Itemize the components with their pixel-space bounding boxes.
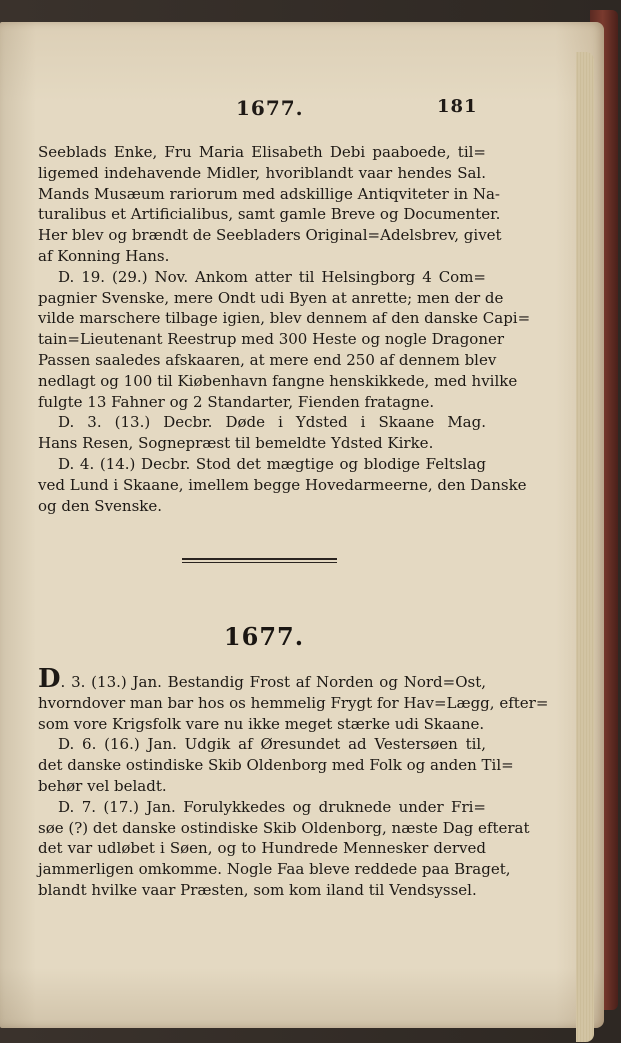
- text-line: D. 6. (16.) Jan. Udgik af Øresundet ad Vestersøen til,: [58, 735, 486, 754]
- text-line: det var udløbet i Søen, og to Hundrede Mennesker derved: [38, 839, 486, 858]
- page-number: 181: [437, 96, 478, 117]
- text-block-1677-continued: [38, 142, 531, 516]
- section-divider: [182, 558, 337, 563]
- text-line: vilde marschere tilbage igien, blev dennem af den danske Capi=: [38, 309, 531, 328]
- text-line: tain=Lieutenant Reestrup med 300 Heste og nogle Dragoner: [38, 330, 505, 349]
- text-line: . 3. (13.) Jan. Bestandig Frost af Norden og Nord=Ost,: [60, 673, 486, 691]
- text-line: behør vel beladt.: [38, 776, 167, 795]
- text-line: D. 7. (17.) Jan. Forulykkedes og druknede under Fri=: [58, 797, 486, 816]
- running-year: 1677.: [236, 96, 304, 120]
- text-line: af Konning Hans.: [38, 246, 170, 265]
- text-line: D. 3. (13.) Decbr. Døde i Ydsted i Skaane Mag.: [58, 413, 486, 432]
- text-line: Hans Resen, Sognepræst til bemeldte Ydsted Kirke.: [38, 434, 434, 453]
- text-line: Passen saaledes afskaaren, at mere end 250 af dennem blev: [38, 350, 497, 369]
- text-line: turalibus et Artificialibus, samt gamle Breve og Documenter.: [38, 205, 501, 224]
- text-line: D. 4. (14.) Decbr. Stod det mægtige og blodige Feltslag: [58, 454, 486, 473]
- text-line: som vore Krigsfolk vare nu ikke meget stærke udi Skaane.: [38, 714, 485, 733]
- text-line: blandt hvilke vaar Præsten, som kom iland til Vendsyssel.: [38, 880, 477, 899]
- text-line: Seeblads Enke, Fru Maria Elisabeth Debi paaboede, til=: [38, 143, 486, 161]
- text-line: ved Lund i Skaane, imellem begge Hovedarmeerne, den Danske: [38, 475, 527, 494]
- text-line: og den Svenske.: [38, 496, 163, 515]
- page-stack-edge: [576, 52, 594, 1042]
- text-block-1677: [38, 664, 549, 901]
- text-line: Her blev og brændt de Seebladers Original=Adelsbrev, givet: [38, 226, 502, 245]
- text-line: Mands Musæum rariorum med adskillige Antiqviteter in Na-: [38, 184, 500, 203]
- text-line-with-dropcap: [38, 664, 486, 694]
- text-line: jammerligen omkomme. Nogle Faa bleve reddede paa Braget,: [38, 860, 511, 879]
- dropcap: D: [38, 664, 61, 694]
- text-line: hvorndover man bar hos os hemmelig Frygt for Hav=Lægg, efter=: [38, 693, 549, 712]
- text-line: ligemed indehavende Midler, hvoriblandt vaar hendes Sal.: [38, 163, 486, 182]
- text-line: pagnier Svenske, mere Ondt udi Byen at anrette; men der de: [38, 288, 504, 307]
- text-line: søe (?) det danske ostindiske Skib Oldenborg, næste Dag efterat: [38, 818, 530, 837]
- book-page: [0, 22, 604, 1028]
- text-line: D. 19. (29.) Nov. Ankom atter til Helsingborg 4 Com=: [58, 267, 486, 286]
- text-line: fulgte 13 Fahner og 2 Standarter, Fienden fratagne.: [38, 392, 435, 411]
- text-line: nedlagt og 100 til Kiøbenhavn fangne henskikkede, med hvilke: [38, 371, 518, 390]
- running-header: [0, 96, 604, 122]
- text-line: det danske ostindiske Skib Oldenborg med Folk og anden Til=: [38, 756, 514, 775]
- section-title-year: 1677.: [223, 622, 305, 651]
